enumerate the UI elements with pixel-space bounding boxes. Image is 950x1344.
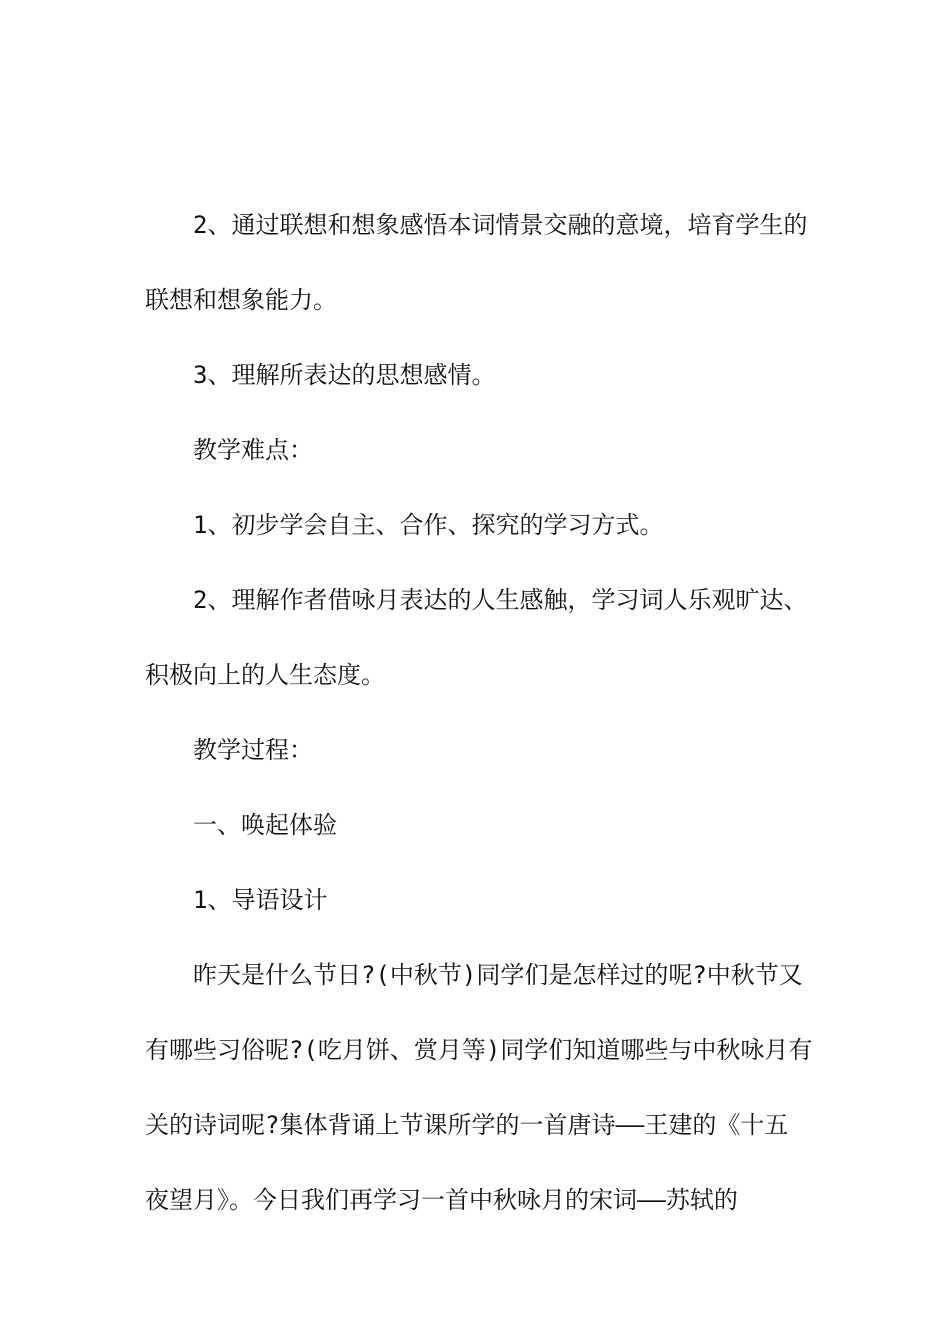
section-heading: 教学难点： [193, 436, 313, 464]
paragraph-line: 3、理解所表达的思想感情。 [193, 361, 496, 389]
paragraph-line: 联想和想象能力。 [145, 286, 337, 314]
paragraph-line: 昨天是什么节日?(中秋节)同学们是怎样过的呢?中秋节又 [193, 961, 803, 989]
paragraph-line: 积极向上的人生态度。 [145, 661, 385, 689]
paragraph-line: 关的诗词呢?集体背诵上节课所学的一首唐诗——王建的《十五 [145, 1111, 789, 1139]
paragraph-line: 2、理解作者借咏月表达的人生感触，学习词人乐观旷达、 [193, 586, 808, 614]
section-heading: 教学过程： [193, 736, 313, 764]
paragraph-line: 有哪些习俗呢?(吃月饼、赏月等)同学们知道哪些与中秋咏月有 [145, 1036, 813, 1064]
section-heading: 1、导语设计 [193, 886, 328, 914]
paragraph-line: 2、通过联想和想象感悟本词情景交融的意境，培育学生的 [193, 211, 808, 239]
paragraph-line: 1、初步学会自主、合作、探究的学习方式。 [193, 511, 664, 539]
paragraph-line: 夜望月》。今日我们再学习一首中秋咏月的宋词——苏轼的 [145, 1186, 738, 1214]
section-heading: 一、唤起体验 [193, 811, 337, 839]
